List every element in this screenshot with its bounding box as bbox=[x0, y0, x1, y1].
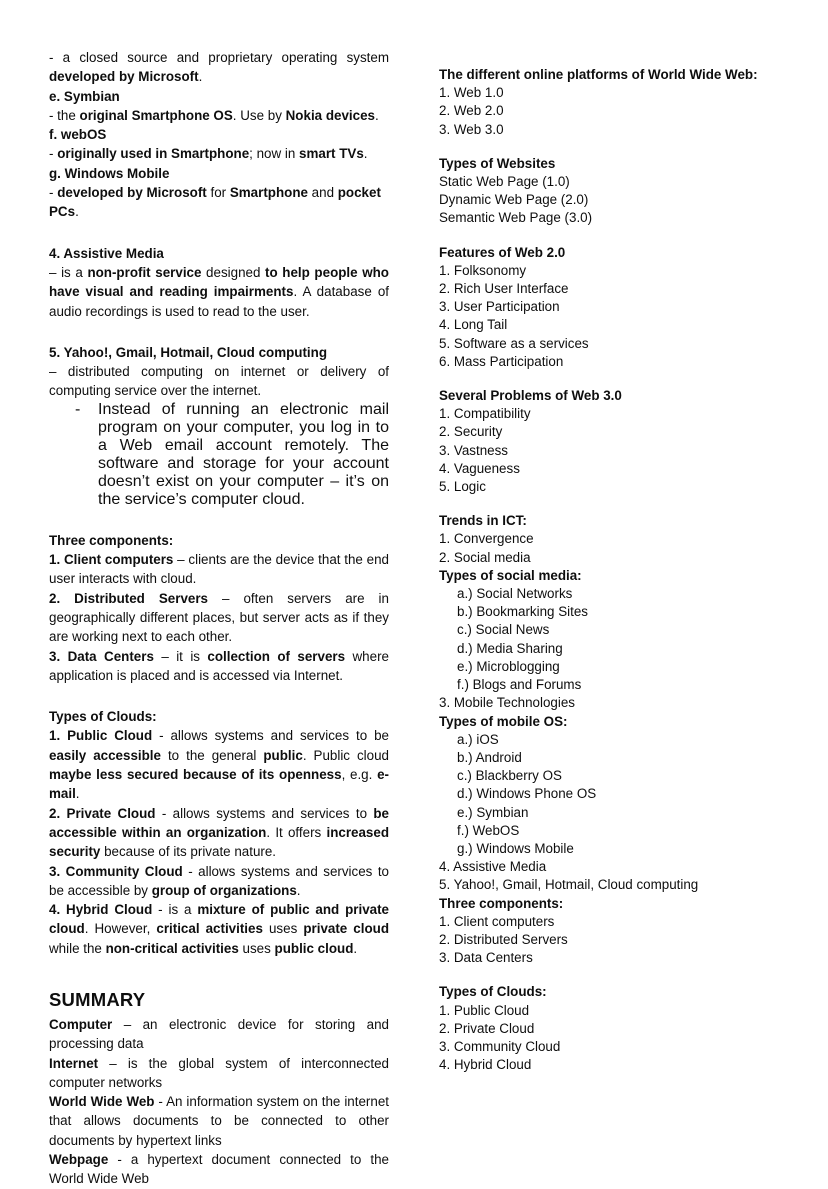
am-b1: non-profit service bbox=[87, 264, 202, 280]
wm-m1: for bbox=[206, 185, 230, 201]
cc-bold: 1. Client computers bbox=[49, 552, 174, 568]
list-item: 2. Web 2.0 bbox=[439, 103, 504, 119]
list-item: c.) Blackberry OS bbox=[457, 768, 562, 784]
symbian-b1: original Smartphone OS bbox=[79, 107, 233, 123]
list-item: g.) Windows Mobile bbox=[457, 840, 574, 856]
webos-m1: ; now in bbox=[249, 146, 300, 162]
list-item: 4. Vagueness bbox=[439, 460, 520, 476]
list-item: 1. Public Cloud bbox=[439, 1002, 530, 1018]
list-item: 1. Convergence bbox=[439, 531, 534, 547]
cc-rest: – clients are the device that the end user interacts with cloud. bbox=[49, 552, 389, 587]
list-item: 5. Software as a services bbox=[439, 335, 589, 351]
list-item: 5. Yahoo!, Gmail, Hotmail, Cloud computing bbox=[439, 877, 699, 893]
webos-pre: - bbox=[49, 146, 58, 162]
priv-b1: be accessible within an organization bbox=[49, 805, 390, 840]
list-item: a.) Social Networks bbox=[457, 586, 573, 602]
heading-types-of-clouds-right: Types of Clouds: bbox=[439, 984, 547, 1000]
ds-rest: – often servers are in geographically different places, but server acts as if they are working next to each other. bbox=[49, 590, 389, 645]
list-item: 2. Distributed Servers bbox=[439, 931, 568, 947]
spacer bbox=[439, 496, 789, 512]
sum-term-2: World Wide Web bbox=[49, 1094, 155, 1110]
pub-t2: to the general bbox=[160, 747, 264, 763]
symbian-pre: - the bbox=[49, 107, 80, 123]
pub-t4: , e.g. bbox=[341, 767, 378, 783]
heading-assistive-media: 4. Assistive Media bbox=[49, 245, 164, 261]
sum-def-3: - a hypertext document connected to the World Wide Web bbox=[49, 1152, 389, 1187]
list-item: f.) Blogs and Forums bbox=[457, 677, 582, 693]
comm-t1: - allows systems and services to be accessible by bbox=[49, 863, 390, 898]
two-column-layout bbox=[49, 48, 790, 1189]
list-item: b.) Android bbox=[457, 749, 522, 765]
heading-problems-web30: Several Problems of Web 3.0 bbox=[439, 388, 622, 404]
list-item: f.) WebOS bbox=[457, 822, 520, 838]
symbian-b2: Nokia devices bbox=[285, 107, 375, 123]
list-item: 2. Rich User Interface bbox=[439, 281, 569, 297]
cloud-private bbox=[49, 804, 389, 862]
list-item: b.) Bookmarking Sites bbox=[457, 604, 588, 620]
heading-webos: f. webOS bbox=[49, 127, 107, 143]
list-item: 4. Long Tail bbox=[439, 317, 508, 333]
spacer bbox=[439, 967, 789, 983]
spacer bbox=[49, 321, 389, 343]
webos-b1: originally used in Smartphone bbox=[57, 146, 250, 162]
ds-bold: 2. Distributed Servers bbox=[49, 590, 209, 606]
spacer bbox=[49, 222, 389, 244]
desc-windows-mobile bbox=[49, 183, 389, 222]
priv-t1: - allows systems and services to bbox=[155, 805, 374, 821]
right-column bbox=[439, 48, 789, 1074]
component-distributed-servers bbox=[49, 589, 389, 647]
list-item: 1. Client computers bbox=[439, 913, 555, 929]
wm-b1: developed by Microsoft bbox=[57, 185, 207, 201]
list-item: 2. Private Cloud bbox=[439, 1020, 535, 1036]
heading-types-of-mobile-os: Types of mobile OS: bbox=[439, 713, 568, 729]
windows-phone-description bbox=[49, 48, 389, 87]
heading-types-of-clouds: Types of Clouds: bbox=[49, 709, 157, 725]
pub-t3: . Public cloud bbox=[302, 747, 389, 763]
spacer bbox=[49, 958, 389, 988]
list-item: d.) Windows Phone OS bbox=[457, 786, 597, 802]
hyb-b1: mixture of public and private cloud bbox=[49, 902, 389, 937]
heading-windows-mobile: g. Windows Mobile bbox=[49, 165, 170, 181]
summary-entry-world-wide-web bbox=[49, 1092, 389, 1150]
am-dash: – is a bbox=[49, 264, 88, 280]
wm-m2: and bbox=[307, 185, 338, 201]
sum-term-0: Computer bbox=[49, 1016, 113, 1032]
comm-bold: 3. Community Cloud bbox=[49, 863, 183, 879]
sum-term-3: Webpage bbox=[49, 1152, 109, 1168]
hyb-b4: non-critical activities bbox=[105, 940, 239, 956]
hyb-t3: uses bbox=[262, 921, 304, 937]
list-item: 1. Compatibility bbox=[439, 406, 531, 422]
cloud-hybrid bbox=[49, 900, 389, 958]
list-item: 1. Web 1.0 bbox=[439, 85, 504, 101]
list-item: d.) Media Sharing bbox=[457, 640, 563, 656]
bullet-cloud-example bbox=[49, 401, 389, 509]
heading-types-of-social-media: Types of social media: bbox=[439, 567, 582, 583]
component-data-centers bbox=[49, 647, 389, 686]
heading-features-web20: Features of Web 2.0 bbox=[439, 244, 566, 260]
pub-b1: easily accessible bbox=[49, 747, 161, 763]
wp-text-bold: developed by Microsoft bbox=[49, 69, 199, 85]
wm-pre: - bbox=[49, 185, 58, 201]
webos-end: . bbox=[363, 146, 368, 162]
list-item: 6. Mass Participation bbox=[439, 353, 564, 369]
dc-b: collection of servers bbox=[207, 648, 346, 664]
comm-b1: group of organizations bbox=[151, 882, 297, 898]
left-column bbox=[49, 48, 389, 1189]
list-item: a.) iOS bbox=[457, 731, 499, 747]
sum-def-0: – an electronic device for storing and processing data bbox=[49, 1016, 389, 1052]
wm-b3: pocket PCs bbox=[49, 185, 381, 220]
heading-trends-in-ict: Trends in ICT: bbox=[439, 513, 527, 529]
list-item: e.) Symbian bbox=[457, 804, 529, 820]
paragraph-cloud-definition: – distributed computing on internet or delivery of computing service over the internet. bbox=[49, 364, 389, 399]
paragraph-assistive-media bbox=[49, 263, 389, 321]
list-item: 3. User Participation bbox=[439, 299, 560, 315]
list-item: 3. Data Centers bbox=[439, 950, 533, 966]
heading-types-of-websites: Types of Websites bbox=[439, 155, 556, 171]
pub-b2: public bbox=[263, 747, 303, 763]
pub-t5: . bbox=[75, 786, 80, 802]
list-item: 3. Web 3.0 bbox=[439, 121, 504, 137]
list-item: 3. Vastness bbox=[439, 442, 508, 458]
hyb-bold: 4. Hybrid Cloud bbox=[49, 902, 153, 918]
list-item: Dynamic Web Page (2.0) bbox=[439, 192, 589, 208]
priv-b2: increased security bbox=[49, 824, 389, 860]
spacer bbox=[49, 509, 389, 531]
heading-summary: SUMMARY bbox=[49, 988, 146, 1010]
comm-t2: . bbox=[296, 882, 301, 898]
spacer bbox=[439, 371, 789, 387]
bullet-marker: - bbox=[75, 400, 81, 418]
hyb-t2: . However, bbox=[84, 921, 157, 937]
component-client-computers bbox=[49, 550, 389, 589]
spacer bbox=[49, 685, 389, 707]
hyb-b3: private cloud bbox=[303, 921, 389, 937]
sum-def-2: - An information system on the internet that allows documents to be connected to other documents by hypertext links bbox=[49, 1094, 389, 1148]
cloud-public bbox=[49, 726, 389, 803]
list-item: e.) Microblogging bbox=[457, 658, 560, 674]
priv-bold: 2. Private Cloud bbox=[49, 805, 156, 821]
hyb-t1: - is a bbox=[152, 902, 198, 918]
webos-b2: smart TVs bbox=[299, 146, 364, 162]
dc-bold: 3. Data Centers bbox=[49, 648, 154, 664]
summary-entry-computer bbox=[49, 1015, 389, 1054]
list-item: Semantic Web Page (3.0) bbox=[439, 210, 593, 226]
hyb-b5: public cloud bbox=[274, 940, 354, 956]
summary-entry-internet bbox=[49, 1054, 389, 1093]
hyb-t4: while the bbox=[49, 940, 106, 956]
priv-t2: . It offers bbox=[266, 824, 327, 840]
heading-three-components-right: Three components: bbox=[439, 895, 564, 911]
list-item: 5. Logic bbox=[439, 479, 486, 495]
wp-text-a: - a closed source and proprietary operating system bbox=[49, 50, 389, 65]
list-item: 3. Mobile Technologies bbox=[439, 695, 575, 711]
list-item: 2. Social media bbox=[439, 549, 531, 565]
am-m1: designed bbox=[201, 264, 266, 280]
heading-online-platforms: The different online platforms of World Wide Web: bbox=[439, 67, 758, 82]
heading-three-components: Three components: bbox=[49, 532, 174, 548]
dc-c: where application is placed and is accessed via Internet. bbox=[49, 648, 389, 683]
desc-webos bbox=[49, 144, 389, 163]
summary-entry-webpage bbox=[49, 1150, 389, 1189]
hyb-b2: critical activities bbox=[156, 921, 263, 937]
list-item: Static Web Page (1.0) bbox=[439, 174, 570, 190]
wm-b2: Smartphone bbox=[229, 185, 308, 201]
list-item: 4. Hybrid Cloud bbox=[439, 1057, 532, 1073]
am-b2: to help people who have visual and reading impairments bbox=[49, 264, 389, 300]
priv-t3: because of its private nature. bbox=[100, 844, 277, 860]
spacer bbox=[439, 139, 789, 155]
list-item: 4. Assistive Media bbox=[439, 859, 547, 875]
symbian-m1: . Use by bbox=[232, 107, 286, 123]
sum-def-1: – is the global system of interconnected computer networks bbox=[49, 1055, 389, 1090]
symbian-end: . bbox=[374, 107, 379, 123]
list-item: 3. Community Cloud bbox=[439, 1038, 561, 1054]
am-m2: . A database of audio recordings is used to read to the user. bbox=[49, 284, 389, 319]
pub-bold: 1. Public Cloud bbox=[49, 728, 153, 744]
wp-text-end: . bbox=[198, 69, 203, 85]
wm-end: . bbox=[75, 204, 79, 220]
cloud-community bbox=[49, 862, 389, 901]
bullet-text: Instead of running an electronic mail program on your computer, you log in to a Web email account remotely. The software and storage for your account doesn’t exist on your computer – it’s on the service’s computer cloud. bbox=[98, 400, 389, 508]
pub-b3: maybe less secured because of its openness bbox=[49, 767, 342, 783]
pub-b4: e-mail bbox=[49, 767, 389, 802]
spacer bbox=[439, 228, 789, 244]
list-item: c.) Social News bbox=[457, 622, 550, 638]
desc-symbian bbox=[49, 106, 389, 125]
pub-t1: - allows systems and services to be bbox=[152, 728, 389, 744]
hyb-t5: uses bbox=[238, 940, 275, 956]
hyb-t6: . bbox=[353, 940, 358, 956]
sum-term-1: Internet bbox=[49, 1055, 99, 1071]
list-item: 1. Folksonomy bbox=[439, 262, 527, 278]
heading-symbian: e. Symbian bbox=[49, 88, 120, 104]
dc-a: – it is bbox=[153, 648, 208, 664]
list-item: 2. Security bbox=[439, 424, 503, 440]
heading-cloud-computing: 5. Yahoo!, Gmail, Hotmail, Cloud computing bbox=[49, 344, 327, 360]
